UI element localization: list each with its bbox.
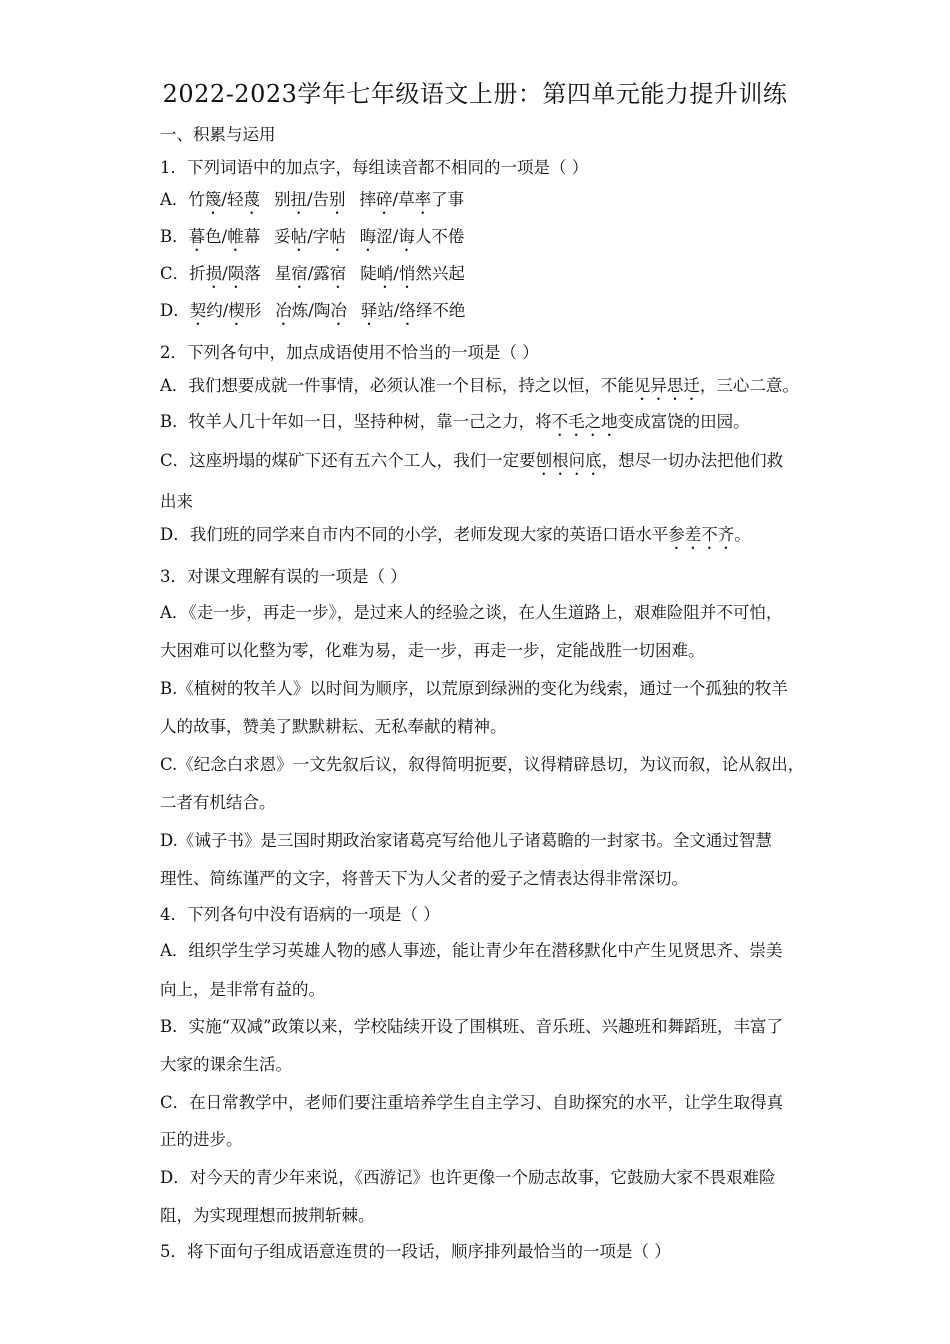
q2-option-d: D．我们班的同学来自市内不同的小学，老师发现大家的英语口语水平参差不齐。 xyxy=(160,525,751,544)
emphasized-char: 宿 xyxy=(291,264,308,283)
q2-option-c: C．这座坍塌的煤矿下还有五六个工人，我们一定要刨根问底，想尽一切办法把他们救 xyxy=(160,451,784,470)
emphasized-char: 蔑 xyxy=(243,190,260,209)
emphasized-char: 篾 xyxy=(204,190,222,209)
q1-stem: 1．下列词语中的加点字，每组读音都不相同的一项是（ ） xyxy=(160,158,589,177)
emphasized-char: 峭 xyxy=(376,264,394,283)
q1-option-d: D．契约/楔形 冶炼/陶冶 驿站/络绎不绝 xyxy=(160,301,466,320)
q3-line: 人的故事，赞美了默默耕耘、无私奉献的精神。 xyxy=(160,717,507,736)
emphasized-char: 损 xyxy=(205,264,223,283)
q4-line: 阻，为实现理想而披荆斩棘。 xyxy=(160,1206,375,1225)
section-heading: 一、积累与运用 xyxy=(160,125,276,144)
q4-line: 正的进步。 xyxy=(160,1130,243,1149)
q3-line: C.《纪念白求恩》一文先叙后议，叙得简明扼要，议得精辟恳切，为议而叙，论从叙出， xyxy=(160,755,805,774)
q3-line: B.《植树的牧羊人》以时间为顺序，以荒原到绿洲的变化为线索，通过一个孤独的牧羊 xyxy=(160,679,788,698)
emphasized-idiom: 见异思迁 xyxy=(633,376,700,395)
q4-line: B．实施“双减”政策以来，学校陆续开设了围棋班、音乐班、兴趣班和舞蹈班，丰富了 xyxy=(160,1017,783,1036)
q3-line: 二者有机结合。 xyxy=(160,793,276,812)
q4-stem: 4．下列各句中没有语病的一项是（ ） xyxy=(160,905,440,924)
q5-stem: 5．将下面句子组成语意连贯的一段话，顺序排列最恰当的一项是（ ） xyxy=(160,1242,671,1261)
q3-line: A．《走一步，再走一步》，是过来人的经验之谈，在人生道路上，艰难险阻并不可怕， xyxy=(160,603,783,622)
q4-line: A．组织学生学习英雄人物的感人事迹，能让青少年在潜移默化中产生见贤思齐、崇美 xyxy=(160,941,783,960)
emphasized-char: 冶 xyxy=(330,301,347,320)
emphasized-char: 帖 xyxy=(329,227,346,246)
q1-option-a: A．竹篾/轻蔑 别扭/告别 摔碎/草率了事 xyxy=(160,190,465,209)
q2-option-b: B．牧羊人几十年如一日，坚持种树，靠一己之力，将不毛之地变成富饶的田园。 xyxy=(160,412,750,431)
q3-stem: 3．对课文理解有误的一项是（ ） xyxy=(160,567,407,586)
q4-line: C．在日常教学中，老师们要注重培养学生自主学习、自助探究的水平，让学生取得真 xyxy=(160,1093,784,1112)
emphasized-char: 晦 xyxy=(359,227,377,246)
emphasized-char: 别 xyxy=(329,190,346,209)
emphasized-char: 契 xyxy=(189,301,207,320)
emphasized-char: 诲 xyxy=(398,227,415,246)
q4-line: D．对今天的青少年来说，《西游记》也许更像一个励志故事，它鼓励大家不畏艰难险 xyxy=(160,1168,776,1187)
emphasized-idiom: 刨根问底 xyxy=(535,451,602,470)
emphasized-char: 宿 xyxy=(329,264,347,283)
q1-option-c: C．折损/陨落 星宿/露宿 陡峭/悄然兴起 xyxy=(160,264,465,283)
q4-line: 大家的课余生活。 xyxy=(160,1055,292,1074)
emphasized-char: 陨 xyxy=(227,264,245,283)
emphasized-idiom: 参差不齐 xyxy=(668,525,735,544)
q2-stem: 2．下列各句中，加点成语使用不恰当的一项是（ ） xyxy=(160,343,539,362)
q1-option-b: B．暮色/帷幕 妥帖/字帖 晦涩/诲人不倦 xyxy=(160,227,465,246)
emphasized-char: 驿 xyxy=(360,301,378,320)
emphasized-char: 悄 xyxy=(398,264,416,283)
emphasized-char: 络 xyxy=(399,301,416,320)
q4-line: 向上，是非常有益的。 xyxy=(160,980,325,999)
emphasized-char: 暮 xyxy=(188,227,206,246)
q3-line: D.《诫子书》是三国时期政治家诸葛亮写给他儿子诸葛瞻的一封家书。全文通过智慧 xyxy=(160,831,772,850)
page-title: 2022-2023学年七年级语文上册：第四单元能力提升训练 xyxy=(162,80,788,108)
emphasized-char: 帖 xyxy=(290,227,308,246)
q3-line: 大困难可以化整为零，化难为易，走一步，再走一步，定能战胜一切困难。 xyxy=(160,641,705,660)
q2-option-a: A．我们想要成就一件事情，必须认准一个目标，持之以恒，不能见异思迁，三心二意。 xyxy=(160,376,799,395)
emphasized-char: 冶 xyxy=(275,301,292,320)
emphasized-idiom: 不毛之地 xyxy=(551,412,618,431)
q3-line: 理性、简练谨严的文字，将普天下为人父者的爱子之情表达得非常深切。 xyxy=(160,869,688,888)
emphasized-char: 率 xyxy=(414,190,432,209)
emphasized-char: 碎 xyxy=(376,190,393,209)
emphasized-char: 帷 xyxy=(227,227,244,246)
q2-option-c-continued: 出来 xyxy=(160,492,193,511)
emphasized-char: 扭 xyxy=(290,190,307,209)
emphasized-char: 楔 xyxy=(228,301,245,320)
